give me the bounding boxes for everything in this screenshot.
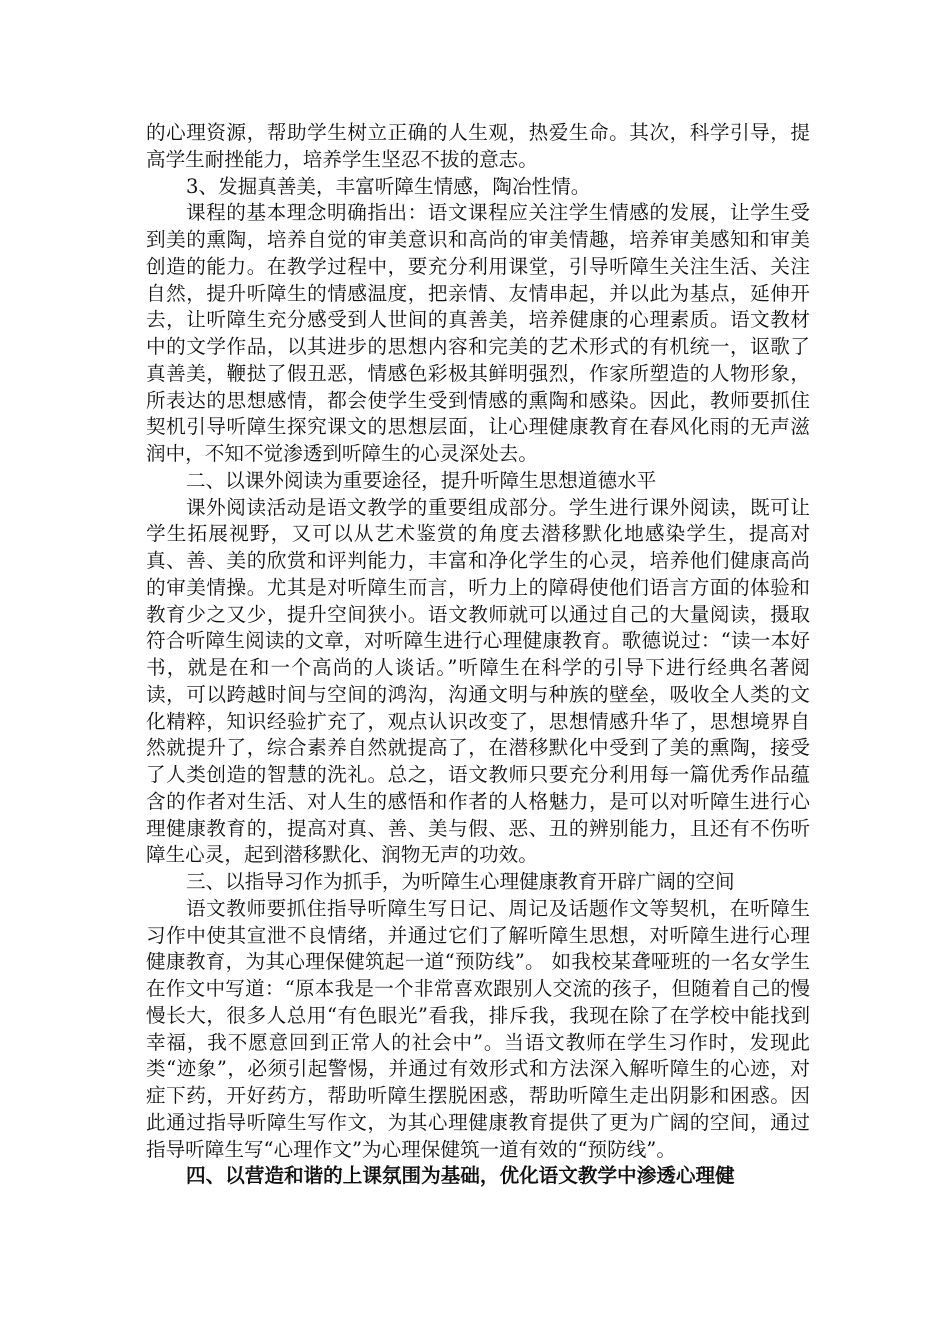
- section-heading-4: 四、以营造和谐的上课氛围为基础，优化语文教学中渗透心理健: [186, 1164, 735, 1188]
- section-heading-2: 二、以课外阅读为重要途径，提升听障生思想道德水平: [186, 468, 657, 492]
- subheading-3: 3、发掘真善美，丰富听障生情感，陶冶性情。: [186, 174, 591, 198]
- document-page: [146, 120, 810, 1190]
- paragraph-curriculum-philosophy: 课程的基本理念明确指出：语文课程应关注学生情感的发展，让学生受到美的熏陶，培养自觉的审美意识和高尚的审美情趣，培养审美感知和审美创造的能力。在教学过程中，要充分利用课堂，引导听障生关注生活、关注自然，提升听障生的情感温度，把亲情、友情串起，并以此为基点，延伸开去，让听障生充分感受到人世间的真善美，培养健康的心理素质。语文教材中的文学作品，以其进步的思想内容和完美的艺术形式的有机统一，讴歌了真善美，鞭挞了假丑恶，情感色彩极其鲜明强烈，作家所塑造的人物形象，所表达的思想感情，都会使学生受到情感的熏陶和感染。因此，教师要抓住契机引导听障生探究课文的思想层面，让心理健康教育在春风化雨的无声滋润中，不知不觉渗透到听障生的心灵深处去。: [146, 201, 810, 465]
- paragraph-extracurricular-reading: 课外阅读活动是语文教学的重要组成部分。学生进行课外阅读，既可让学生拓展视野，又可以从艺术鉴赏的角度去潜移默化地感染学生，提高对真、善、美的欣赏和评判能力，丰富和净化学生的心灵，培养他们健康高尚的审美情操。尤其是对听障生而言，听力上的障碍使他们语言方面的体验和教育少之又少，提升空间狭小。语文教师就可以通过自己的大量阅读，摄取符合听障生阅读的文章，对听障生进行心理健康教育。歌德说过：“读一本好书，就是在和一个高尚的人谈话。”听障生在科学的引导下进行经典名著阅读，可以跨越时间与空间的鸿沟，沟通文明与种族的壁垒，吸收全人类的文化精粹，知识经验扩充了，观点认识改变了，思想情感升华了，思想境界自然就提升了，综合素养自然就提高了，在潜移默化中受到了美的熏陶，接受了人类创造的智慧的洗礼。总之，语文教师只要充分利用每一篇优秀作品蕴含的作者对生活、对人生的感悟和作者的人格魅力，是可以对听障生进行心理健康教育的，提高对真、善、美与假、恶、丑的辨别能力，且还有不伤听障生心灵，起到潜移默化、润物无声的功效。: [146, 495, 810, 867]
- paragraph-continuation: 的心理资源，帮助学生树立正确的人生观，热爱生命。其次，科学引导，提高学生耐挫能力，培养学生坚忍不拔的意志。: [146, 121, 810, 171]
- section-heading-3: 三、以指导习作为抓手，为听障生心理健康教育开辟广阔的空间: [186, 870, 735, 893]
- paragraph-writing-guidance: 语文教师要抓住指导听障生写日记、周记及话题作文等契机，在听障生习作中使其宣泄不良情绪，并通过它们了解听障生思想，对听障生进行心理健康教育，为其心理保健筑起一道“预防线”。 如我校某聋哑班的一名女学生在作文中写道：“原本我是一个非常喜欢跟别人交流的孩子，但随着自己的慢慢长大，很多人总用“有色眼光”看我，排斥我，我现在除了在学校中能找到幸福，我不愿意回到正常人的社会中”。当语文教师在学生习作时，发现此类“迹象”，必须引起警惕，并通过有效形式和方法深入解听障生的心迹，对症下药，开好药方，帮助听障生摆脱困惑，帮助听障生走出阴影和困惑。因此通过指导听障生写作文，为其心理健康教育提供了更为广阔的空间，通过指导听障生写“心理作文”为心理保健筑一道有效的“预防线”。: [146, 896, 810, 1161]
